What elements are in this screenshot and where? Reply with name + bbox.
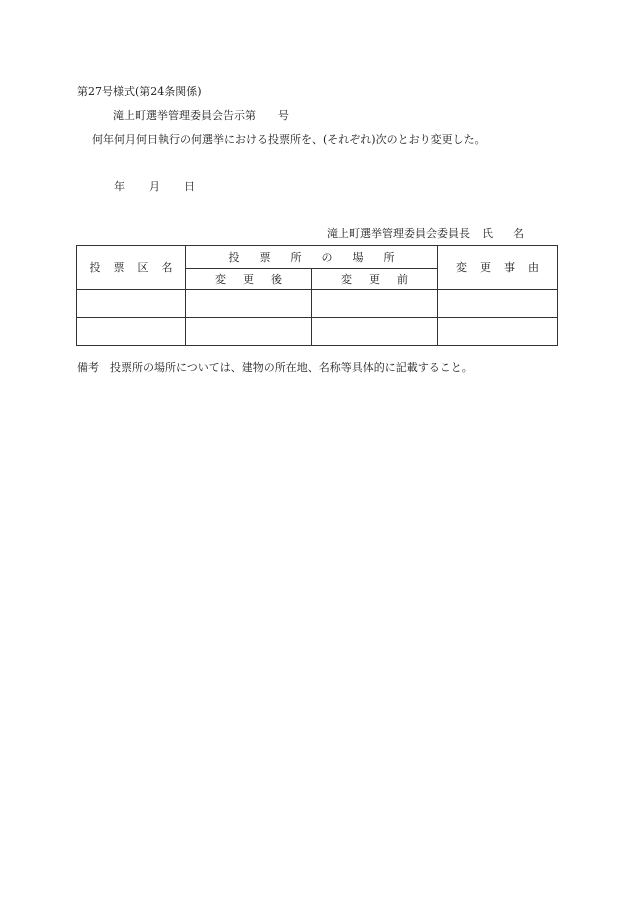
header-district: 投票区名 [77, 246, 186, 290]
notice-prefix: 滝上町選挙管理委員会告示第 [113, 109, 256, 122]
signature-name-1: 氏 [482, 227, 493, 240]
header-location: 投票所の場所 [186, 246, 438, 269]
table-row [77, 290, 558, 318]
remarks-text: 投票所の場所については、建物の所在地、名称等具体的に記載すること。 [110, 361, 473, 374]
cell-before [312, 318, 438, 346]
date-line [114, 181, 195, 192]
cell-after [186, 318, 312, 346]
notice-suffix: 号 [278, 109, 289, 122]
cell-before [312, 290, 438, 318]
remarks-label: 備考 [77, 361, 99, 374]
cell-district [77, 318, 186, 346]
header-before: 変更前 [312, 269, 438, 290]
cell-reason [438, 318, 558, 346]
date-day: 日 [184, 180, 195, 193]
form-number: 第27号様式(第24条関係) [77, 85, 202, 98]
signature-name-2: 名 [513, 227, 524, 240]
cell-district [77, 290, 186, 318]
date-month: 月 [149, 180, 160, 193]
header-after: 変更後 [186, 269, 312, 290]
notice-number [113, 110, 289, 121]
table-row [77, 318, 558, 346]
signature-title: 滝上町選挙管理委員会委員長 [327, 227, 470, 240]
date-year: 年 [114, 180, 125, 193]
header-reason: 変更事由 [438, 246, 558, 290]
cell-reason [438, 290, 558, 318]
cell-after [186, 290, 312, 318]
notice-body: 何年何月何日執行の何選挙における投票所を、(それぞれ)次のとおり変更した。 [92, 133, 486, 146]
change-table [76, 245, 558, 346]
signature-line [327, 228, 524, 239]
remarks [77, 362, 473, 373]
